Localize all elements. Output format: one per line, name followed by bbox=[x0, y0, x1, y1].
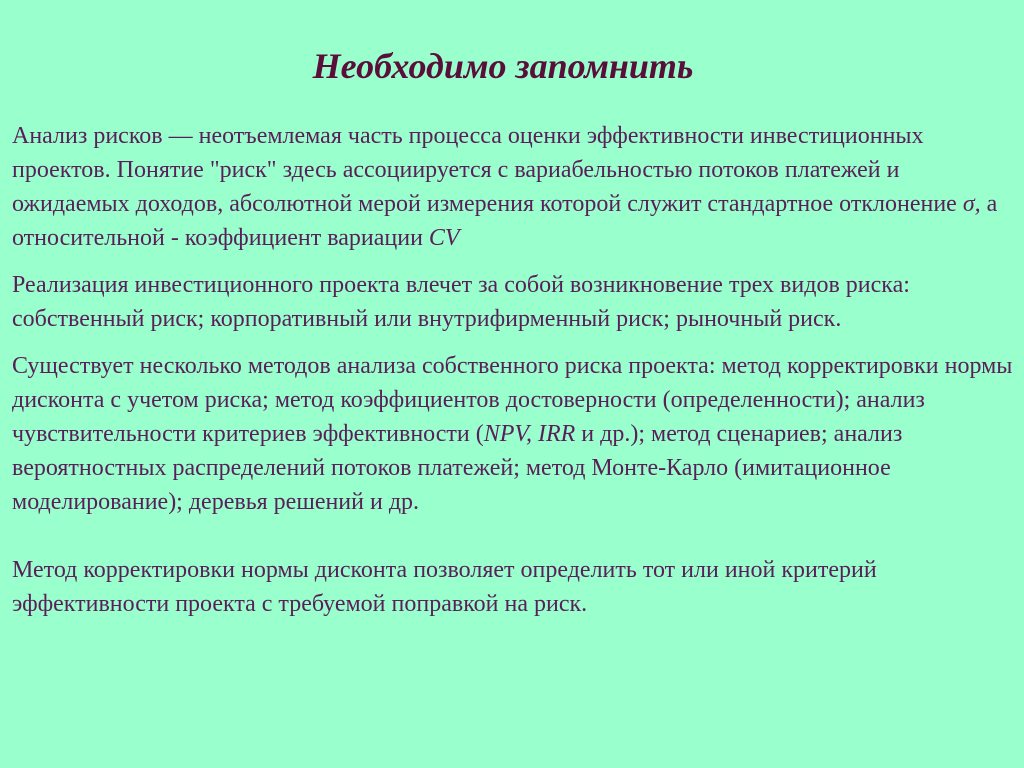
paragraph-discount-method: Метод корректировки нормы дисконта позволяет определить тот или иной критерий эффективности проекта с требуемой поправкой на риск. bbox=[12, 557, 877, 617]
sigma-symbol: σ, bbox=[962, 191, 981, 217]
paragraph-risk-analysis-middle: а относительной - коэффициент вариации bbox=[12, 191, 998, 251]
paragraph-risk-analysis-text: Анализ рисков — неотъемлемая часть процесса оценки эффективности инвестиционных проектов. Понятие "риск" здесь ассоциируется с вариабельностью потоков платежей и ожидаемых доходов, абсолютной мерой измерения которой служит стандартное отклонение bbox=[12, 123, 963, 217]
paragraph-methods bbox=[12, 349, 1016, 519]
paragraph-methods-end: и др.); метод сценариев; анализ вероятностных распределений потоков платежей; метод Монте-Карло (имитационное моделирование); деревья решений и др. bbox=[12, 421, 903, 515]
npv-irr-terms: NPV, IRR bbox=[483, 421, 576, 447]
paragraph-risk-analysis bbox=[12, 119, 1016, 255]
paragraph-methods-start: Существует несколько методов анализа собственного риска проекта: метод корректировки нормы дисконта с учетом риска; метод коэффициентов достоверности (определенности); анализ чувствительности критериев эффективности ( bbox=[12, 353, 1013, 447]
slide-body bbox=[12, 119, 1016, 634]
cv-term: CV bbox=[428, 225, 460, 251]
paragraph-risk-types: Реализация инвестиционного проекта влечет за собой возникновение трех видов риска: собственный риск; корпоративный или внутрифирменный риск; рыночный риск. bbox=[12, 272, 910, 332]
slide-title: Необходимо запомнить bbox=[312, 46, 694, 86]
